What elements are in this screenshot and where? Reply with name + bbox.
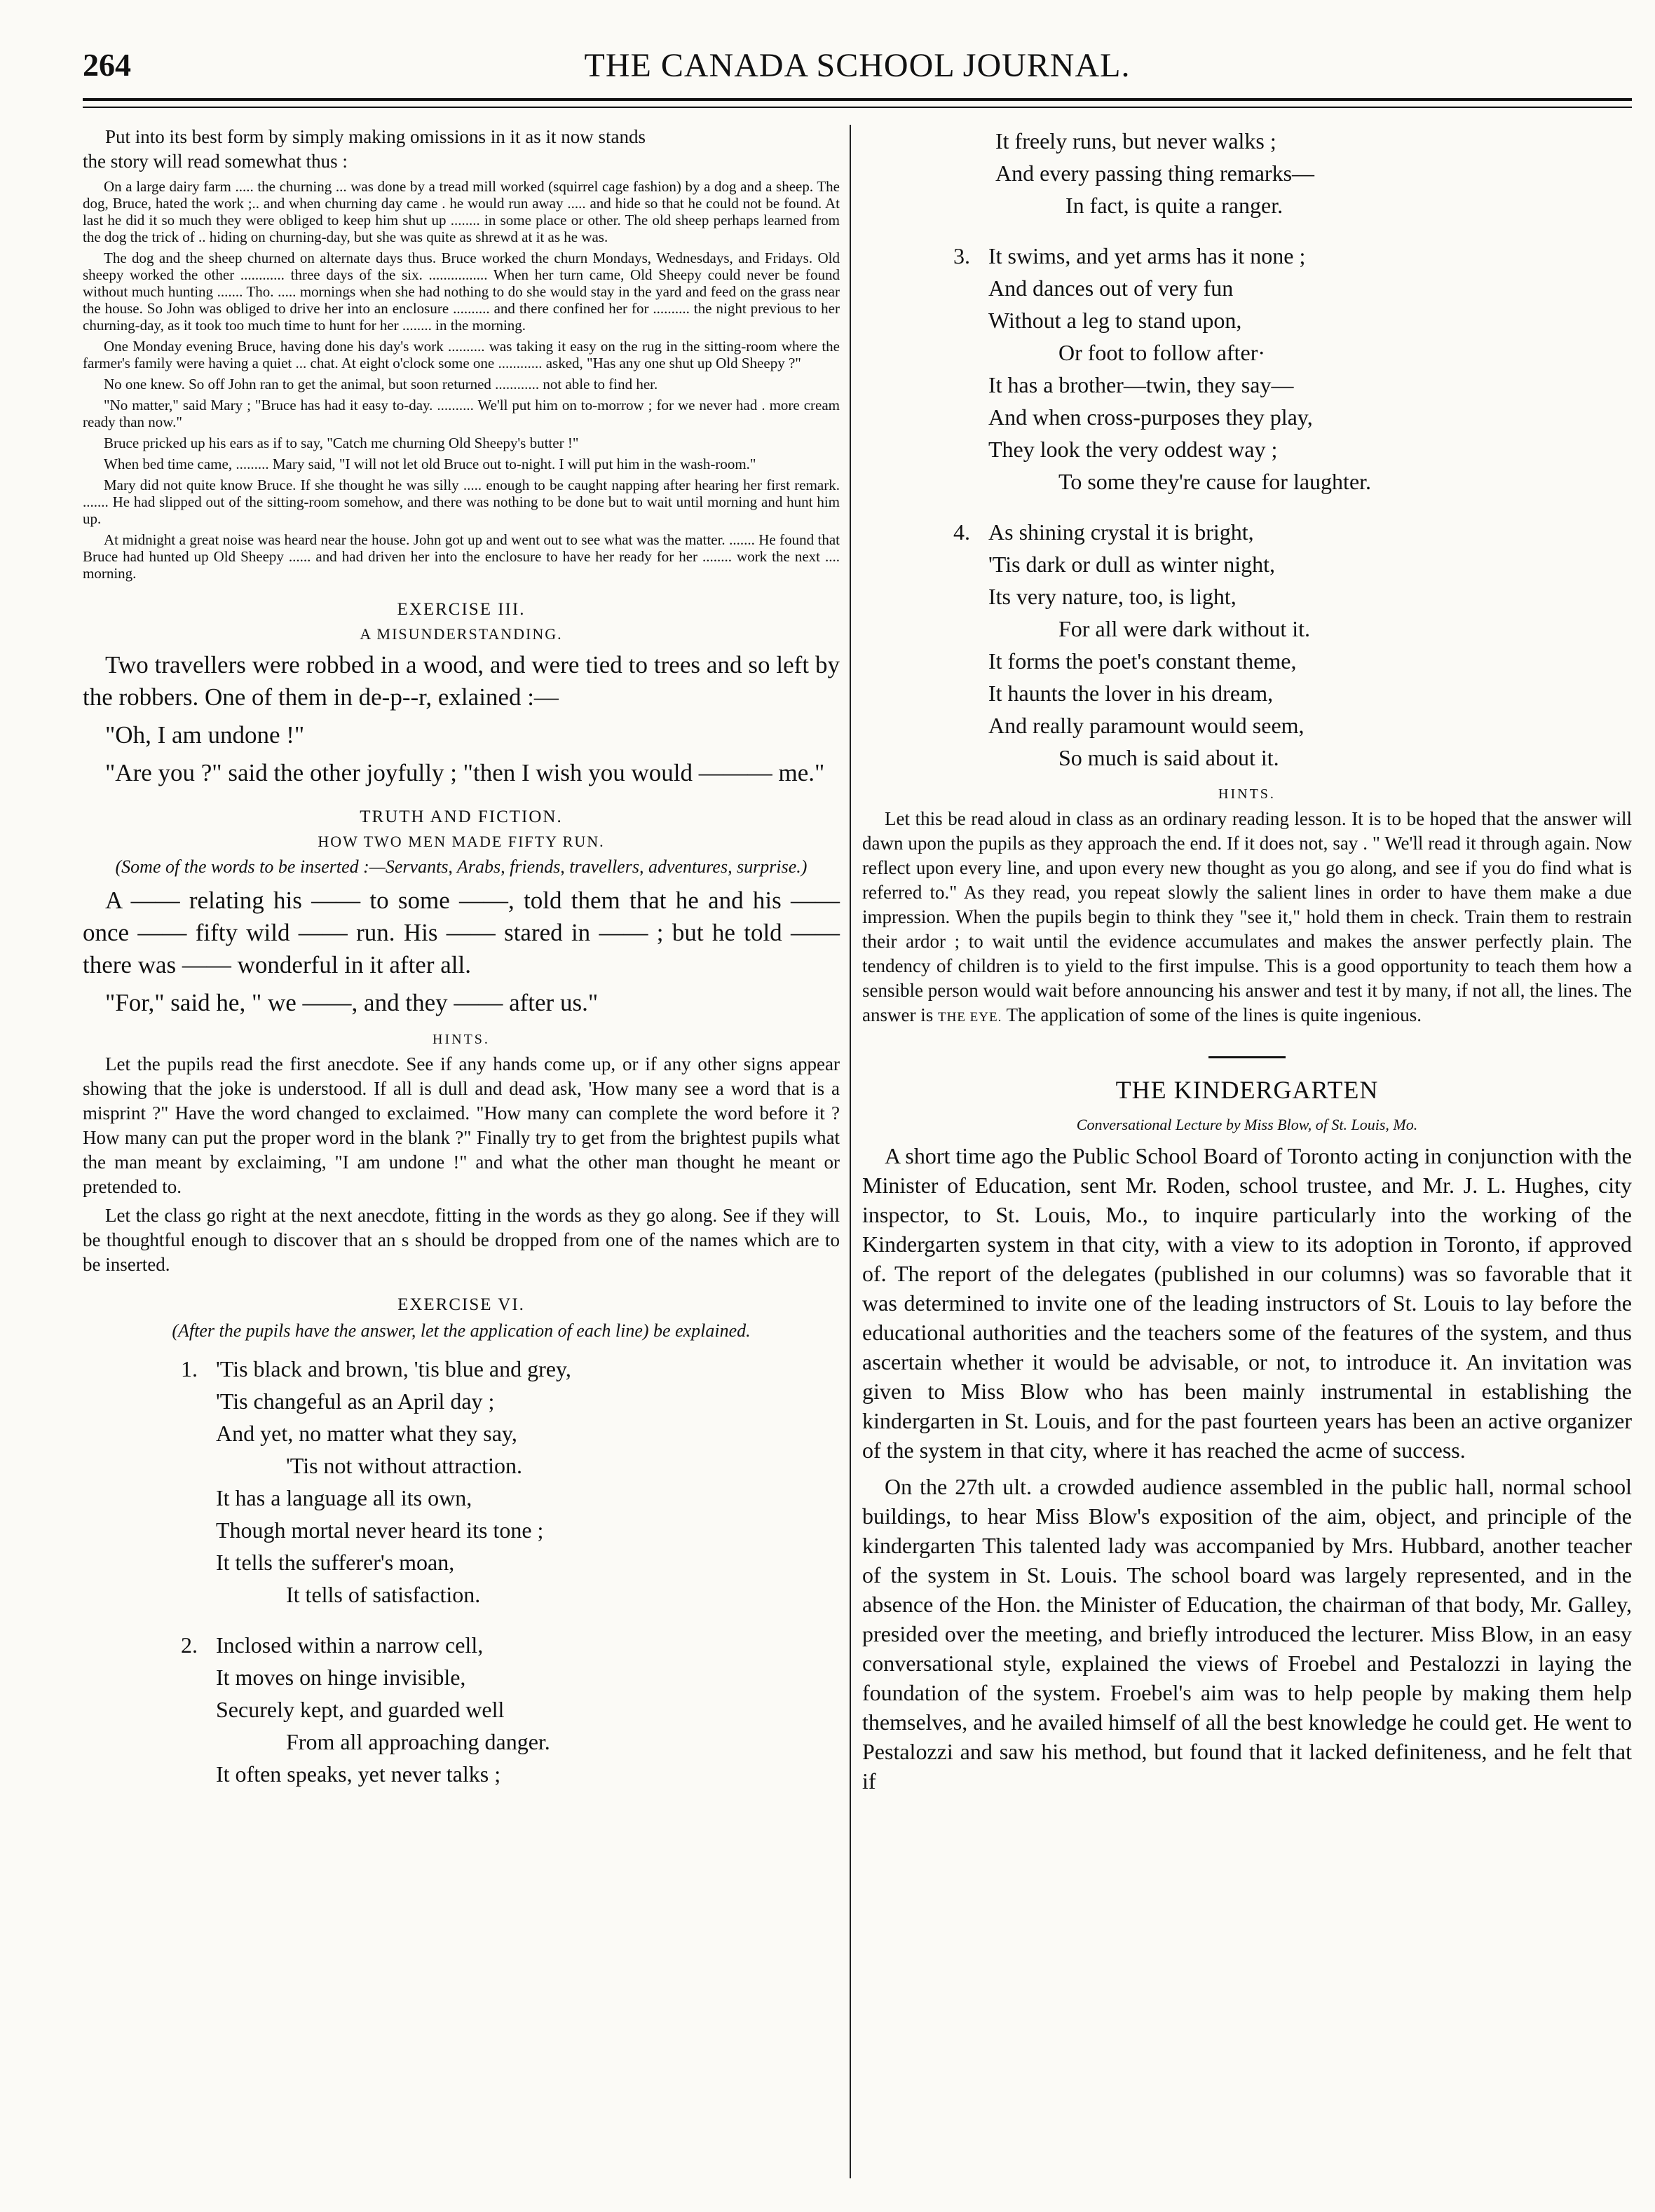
poem-line: And when cross-purposes they play, [988,404,1313,430]
article-subtitle: Conversational Lecture by Miss Blow, of St. Louis, Mo. [1076,1116,1418,1133]
poem-line: It has a language all its own, [216,1485,472,1510]
right-column [862,125,1632,1796]
poem-stanza-2 [181,1629,840,1790]
exercise-6-heading: EXERCISE VI. [397,1295,525,1314]
truth-fiction-subheading: HOW TWO MEN MADE FIFTY RUN. [318,833,605,850]
truth-fiction-text: "For," said he, " we ——, and they —— after us." [105,989,599,1016]
poem-line: It forms the poet's constant theme, [988,648,1297,674]
poem-line: And really paramount would seem, [988,713,1305,738]
poem-stanza-4 [953,516,1632,774]
poem-line: As shining crystal it is bright, [988,519,1254,545]
truth-fiction-heading: TRUTH AND FICTION. [360,807,563,826]
poem-line: To some they're cause for laughter. [1058,469,1372,494]
exercise-3-text: Two travellers were robbed in a wood, and were tied to trees and so left by the robbers. One of them in de-p--r, exlained :— [83,651,840,711]
poem-line: It swims, and yet arms has it none ; [988,243,1306,268]
truth-fiction-note: (Some of the words to be inserted :—Servants, Arabs, friends, travellers, adventures, surprise.) [115,856,808,877]
header-rule-thin [83,107,1632,108]
exercise-6-note: (After the pupils have the answer, let the application of each line) be explained. [172,1320,751,1341]
poem-stanza-3 [953,240,1632,498]
hints-paragraph [862,807,1632,1030]
story-paragraph: When bed time came, ......... Mary said, "I will not let old Bruce out to-night. I will put him in the wash-room." [104,456,756,472]
poem-line: They look the very oddest way ; [988,437,1278,462]
poem-line: It tells the sufferer's moan, [216,1550,455,1575]
article-paragraph: On the 27th ult. a crowded audience assembled in the public hall, normal school buildings, to hear Miss Blow's exposition of the aim, object, and principle of the kindergarten This talented lady was accompanied by Mrs. Hubbard, another teacher of the system in St. Louis. The school board was largely represented, and in the absence of the Hon. the Minister of Education, the chairman of that body, Mr. Galley, presided over the meeting, and briefly introduced the lecturer. Miss Blow, in an easy conversational style, explained the views of Froebel and Pestalozzi in laying the foundation of the system. Froebel's aim was to help people by making them help themselves, and he availed himself of all the best knowledge he could get. He went to Pestalozzi and saw his method, but found that it lacked definiteness, and he felt that if [862,1474,1632,1794]
article-paragraph: A short time ago the Public School Board of Toronto acting in conjunction with the Minister of Education, sent Mr. Roden, school trustee, and Mr. J. L. Hughes, city inspector, to St. Louis, Mo., to inquire particularly into the working of the Kindergarten system in that city, with a view to its adoption in Toronto, if approved of. The report of the delegates (published in our columns) was so favorable that it was determined to invite one of the leading instructors of St. Louis to lay before the educational authorities and the teachers some of the features of the system, and thus ascertain whether it would be advisable, or not, to introduce it. An invitation was given to Miss Blow who has been mainly instrumental in establishing the kindergarten in St. Louis, and for the past fourteen years has been an active organizer of the system in that city, where it has reached the acme of success. [862,1143,1632,1463]
poem-line: It has a brother—twin, they say— [988,372,1294,397]
poem-line: In fact, is quite a ranger. [1065,193,1283,218]
journal-title: THE CANADA SCHOOL JOURNAL. [584,47,1131,84]
intro-line-1: Put into its best form by simply making omissions in it as it now stands [105,126,646,147]
story-paragraph: One Monday evening Bruce, having done his day's work .......... was taking it easy on the rug in the sitting-room where the farmer's family were having a quiet ... chat. At eight o'clock some one ............ asked, "Has any one shut up Old Sheepy ?" [83,338,840,371]
poem-line: 'Tis black and brown, 'tis blue and grey, [216,1356,571,1381]
poem-line: And every passing thing remarks— [995,161,1315,186]
section-rule [1208,1056,1286,1058]
hints-heading: HINTS. [1218,786,1276,802]
story-paragraph: Mary did not quite know Bruce. If she thought he was silly ..... enough to be caught napping after hearing her first remark. ....... He had slipped out of the sitting-room somehow, and there was nothing to be done but to wait until morning and hunt him up. [83,477,840,527]
exercise-3-heading: EXERCISE III. [397,600,526,619]
hints-text: Let this be read aloud in class as an ordinary reading lesson. It is to be hoped that the answer will dawn upon the pupils as they approach the end. If it does not, say . " We'll read it through again. Now reflect upon every line, and upon every new thought as you go along, and see if you do find what is referred to." As they read, you repeat slowly the salient lines in order to have them make a due impression. When the pupils begin to think they "see it," hold them in check. Train them to restrain their ardor ; to wait until the evidence accumulates and makes the answer perfectly plain. The tendency of children is to yield to the first impulse. This is a good opportunity to teach them how a sensible person would wait before announcing his answer and test it by many, if not all, the lines. The answer is [862,808,1632,1025]
poem-line: It often speaks, yet never talks ; [216,1761,501,1787]
poem-line: It freely runs, but never walks ; [995,128,1276,153]
poem-line: Inclosed within a narrow cell, [216,1632,484,1658]
poem-line: 'Tis changeful as an April day ; [216,1388,495,1414]
poem-line: It moves on hinge invisible, [216,1665,466,1690]
article-title: THE KINDERGARTEN [1115,1076,1379,1104]
exercise-3-subheading: A MISUNDERSTANDING. [360,625,563,643]
poem-line: And yet, no matter what they say, [216,1421,517,1446]
answer-text: THE EYE. [937,1010,1002,1025]
poem-line: And dances out of very fun [988,275,1234,301]
poem-line: Securely kept, and guarded well [216,1697,505,1722]
story-paragraph: The dog and the sheep churned on alternate days thus. Bruce worked the churn Mondays, Wednesdays, and Fridays. Old sheepy worked the other ............ three days of the six. ................ When her turn came, Old Sheepy could never be found without much hunting ....... Tho. ..... mornings when she had nothing to do she would stay in the yard and feed on the grass near the house. So John was obliged to drive her into an enclosure .......... and there confined her for .......... the night previous to her churning-day, as it took too much time to hunt for her ........ in the morning. [83,250,840,334]
exercise-3-text: "Oh, I am undone !" [105,721,305,749]
hints-paragraph: Let the class go right at the next anecdote, fitting in the words as they go along. See if they will be thoughtful enough to discover that an s should be dropped from one of the names which are to be inserted. [83,1205,840,1275]
page-number: 264 [83,47,131,83]
stanza-number: 4. [953,519,970,545]
poem-line: From all approaching danger. [286,1729,550,1754]
poem-line: It haunts the lover in his dream, [988,681,1274,706]
story-paragraph: "No matter," said Mary ; "Bruce has had it easy to-day. .......... We'll put him on to-morrow ; for we never had . more cream ready than now." [83,397,840,430]
poem-line: 'Tis not without attraction. [286,1453,523,1478]
stanza-number: 2. [181,1632,198,1658]
column-divider [850,125,851,2178]
poem-line: Though mortal never heard its tone ; [216,1517,544,1543]
exercise-3-text: "Are you ?" said the other joyfully ; "then I wish you would ——— me." [105,759,825,786]
story-block [83,178,840,582]
stanza-number: 1. [181,1356,198,1381]
page-header [83,42,1632,98]
stanza-number: 3. [953,243,970,268]
poem-line: Its very nature, too, is light, [988,584,1237,609]
poem-line: So much is said about it. [1058,745,1279,770]
hints-text-end: The application of some of the lines is quite ingenious. [1006,1004,1422,1025]
story-paragraph: On a large dairy farm ..... the churning ... was done by a tread mill worked (squirrel cage fashion) by a dog and a sheep. The dog, Bruce, hated the work ;.. and when churning day came . he would run away ..... and hide so that he could not be found. At last he did it so much they were obliged to keep him shut up ........ in some place or other. The old sheep perhaps learned from the dog the trick of .. hiding on churning-day, but she was quite as shrewd at it as he was. [83,178,840,245]
intro-line-2: the story will read somewhat thus : [83,151,348,172]
poem-stanza-1 [181,1353,840,1611]
poem-line: It tells of satisfaction. [286,1582,481,1607]
left-column [83,125,840,1790]
poem-stanza-2-continued [960,125,1632,221]
header-rule-thick [83,98,1632,101]
hints-heading: HINTS. [433,1032,490,1047]
hints-paragraph: Let the pupils read the first anecdote. See if any hands come up, or if any other signs appear showing that the joke is understood. If all is dull and dead ask, 'How many see a word that is a misprint ?" Have the word changed to exclaimed. "How many can complete the word before it ? How many can put the proper word in the blank ?" Finally try to get from the brightest pupils what the man meant by exclaiming, "I am undone !" and what the other man thought he meant or pretended to. [83,1053,840,1197]
poem-line: For all were dark without it. [1058,616,1311,641]
story-paragraph: No one knew. So off John ran to get the animal, but soon returned ............ not able to find her. [104,376,658,392]
truth-fiction-text: A —— relating his —— to some ——, told them that he and his —— once —— fifty wild —— run. His —— stared in —— ; but he told —— there was —— wonderful in it after all. [83,887,840,978]
poem-line: Or foot to follow after· [1058,340,1266,365]
story-paragraph: Bruce pricked up his ears as if to say, "Catch me churning Old Sheepy's butter !" [104,435,579,451]
poem-line: Without a leg to stand upon, [988,308,1242,333]
story-paragraph: At midnight a great noise was heard near the house. John got up and went out to see what was the matter. ....... He found that Bruce had hunted up Old Sheepy ...... and had driven her into the enclosure to have her ready for her ........ work the next .... morning. [83,531,840,582]
poem-line: 'Tis dark or dull as winter night, [988,552,1276,577]
